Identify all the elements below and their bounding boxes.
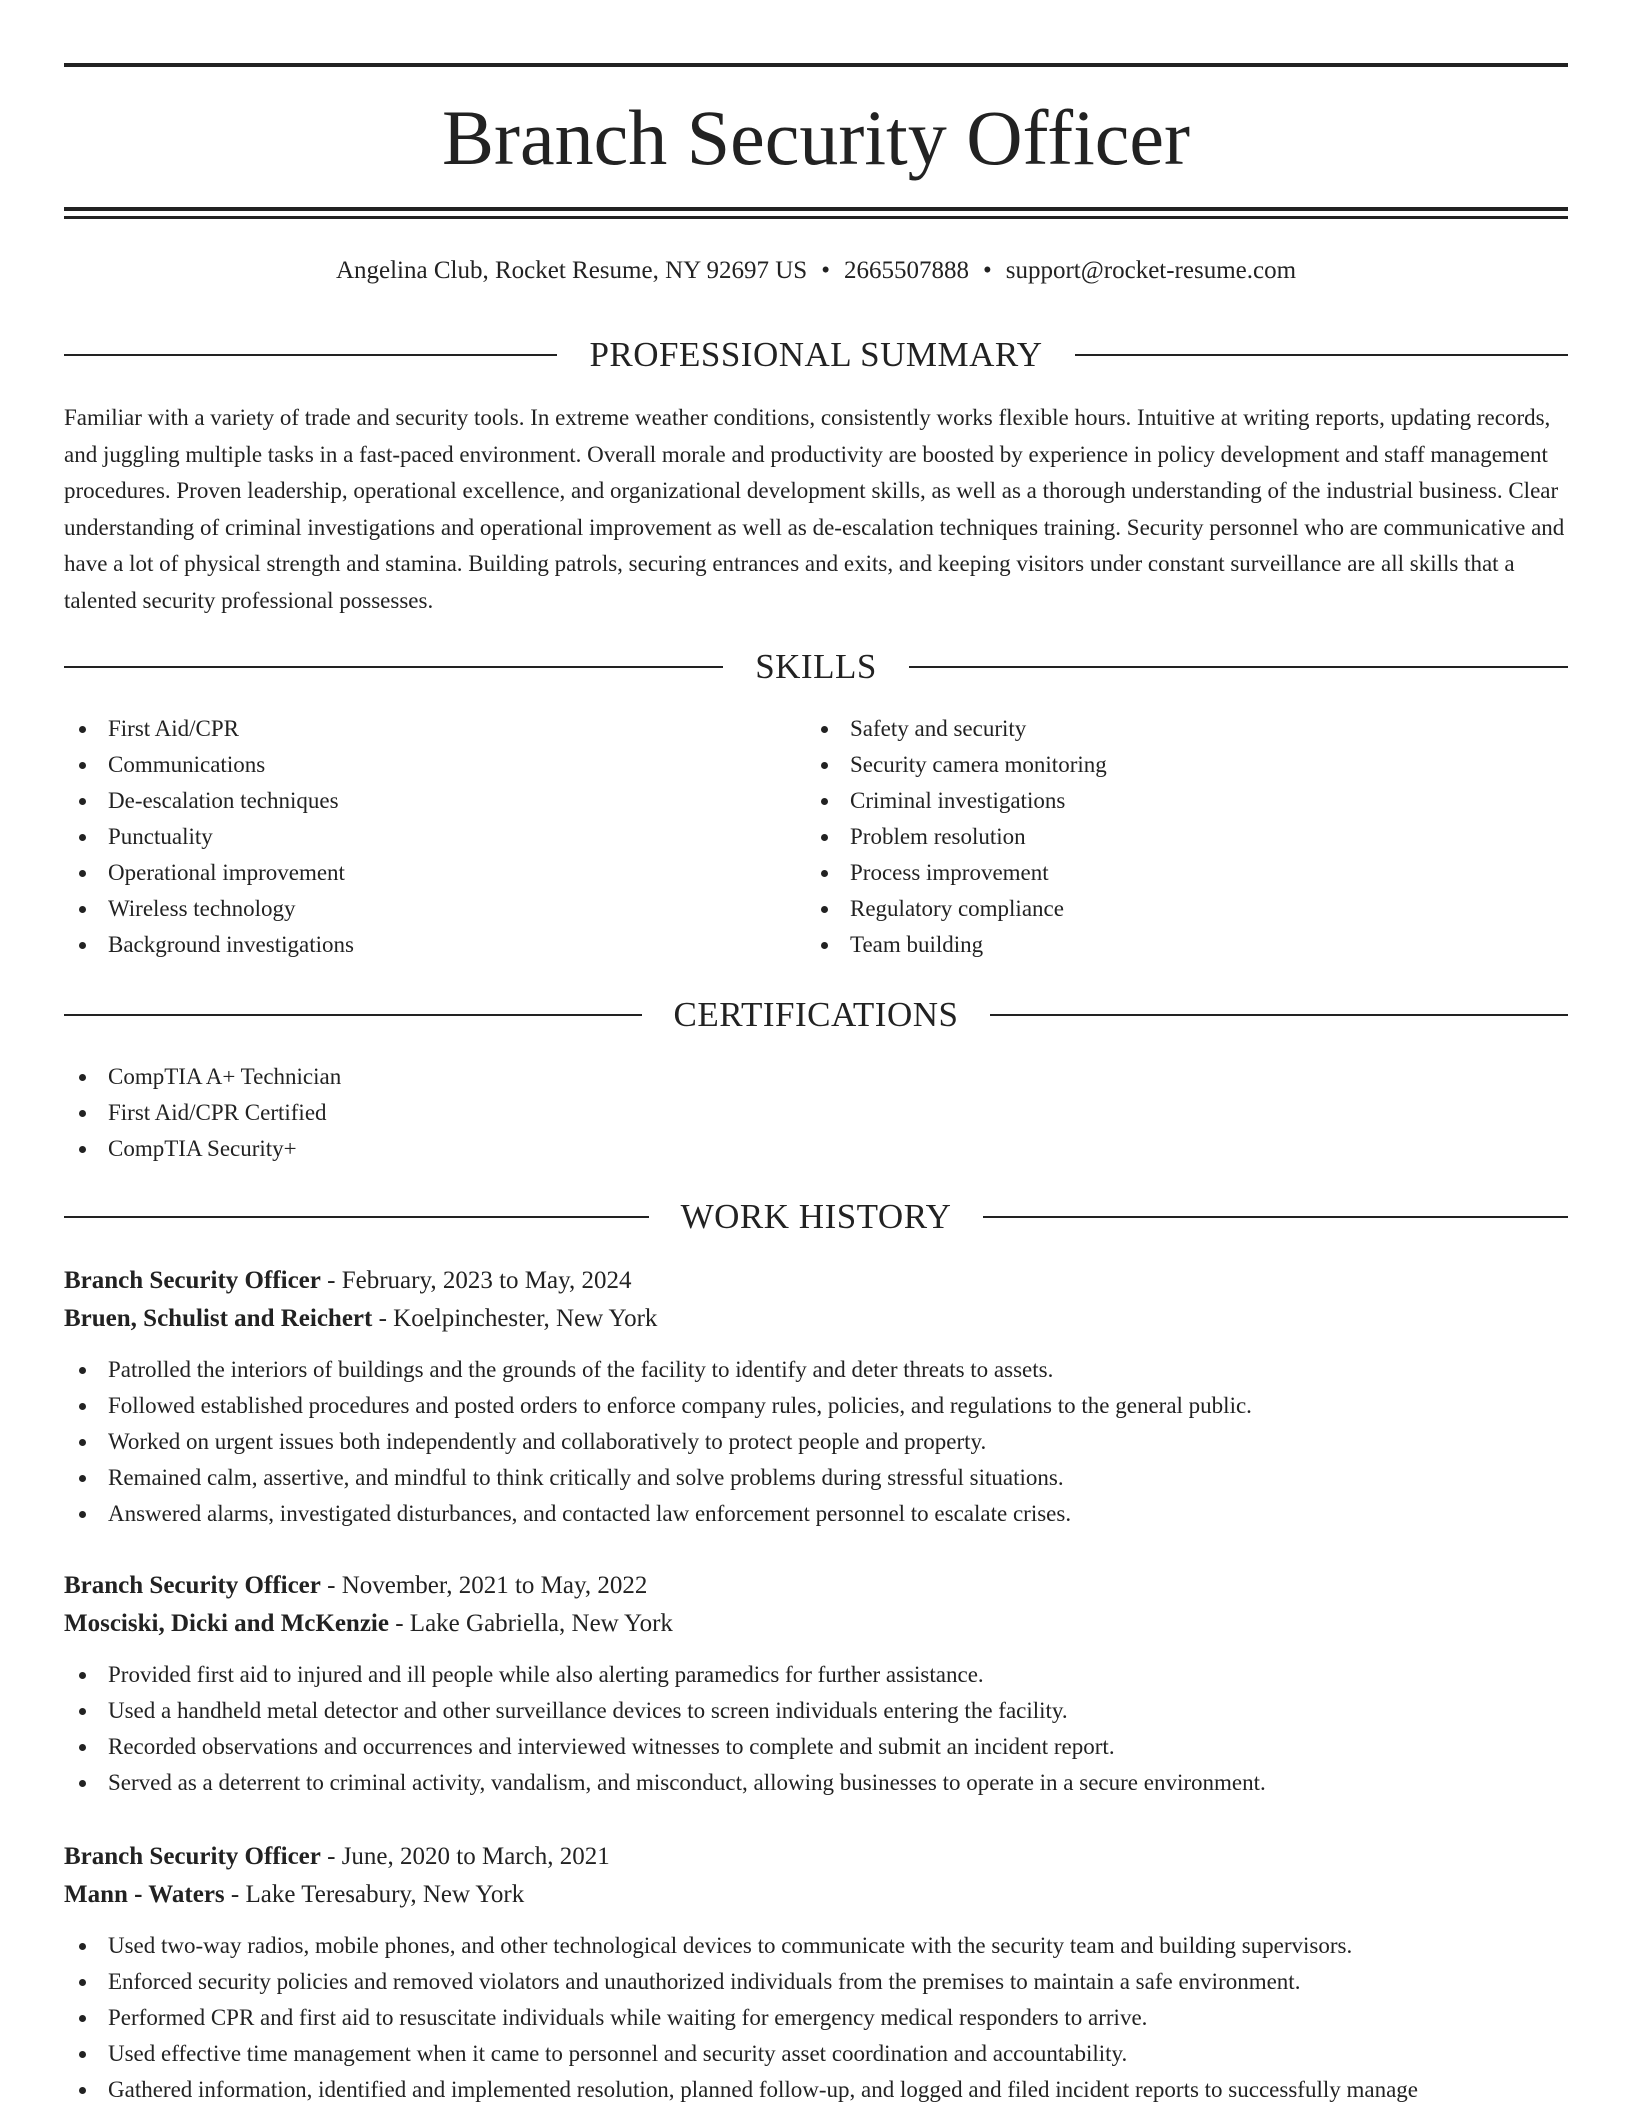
skill-item: Operational improvement xyxy=(64,855,764,891)
contact-address: Angelina Club, Rocket Resume, NY 92697 US xyxy=(335,257,808,284)
skill-item: Background investigations xyxy=(64,927,764,963)
job-duties-list xyxy=(64,1352,1568,1532)
job-duty: Answered alarms, investigated disturbances, and contacted law enforcement personnel to escalate crises. xyxy=(64,1496,1568,1532)
skill-item: Wireless technology xyxy=(64,891,764,927)
job-title-line xyxy=(64,1262,1568,1300)
certification-item: First Aid/CPR Certified xyxy=(64,1095,1568,1131)
certifications-list xyxy=(64,1059,1568,1167)
job-dates: - February, 2023 to May, 2024 xyxy=(320,1267,632,1294)
job-company: Mann - Waters xyxy=(64,1881,225,1908)
section-heading-summary xyxy=(64,333,1568,377)
job-duty: Used effective time management when it came to personnel and security asset coordination and accountability. xyxy=(64,2036,1568,2072)
section-heading-work-history xyxy=(64,1195,1568,1239)
job-entry xyxy=(64,1567,1568,1801)
job-duty: Patrolled the interiors of buildings and the grounds of the facility to identify and deter threats to assets. xyxy=(64,1352,1568,1388)
heading-rule-left xyxy=(64,1014,642,1016)
job-company-line xyxy=(64,1300,1568,1338)
contact-line xyxy=(64,254,1568,288)
contact-email[interactable]: support@rocket-resume.com xyxy=(1005,257,1297,284)
contact-phone[interactable]: 2665507888 xyxy=(843,257,969,284)
job-entry xyxy=(64,1262,1568,1532)
heading-rule-right xyxy=(909,666,1568,668)
job-role: Branch Security Officer xyxy=(64,1267,321,1294)
job-duty: Recorded observations and occurrences and interviewed witnesses to complete and submit an incident report. xyxy=(64,1729,1568,1765)
skill-item: Security camera monitoring xyxy=(806,747,1506,783)
title-top-rule xyxy=(64,63,1568,67)
skill-item: De-escalation techniques xyxy=(64,783,764,819)
title-bottom-rule xyxy=(64,207,1568,211)
skill-item: Communications xyxy=(64,747,764,783)
job-company: Bruen, Schulist and Reichert xyxy=(64,1305,373,1332)
job-location: - Lake Gabriella, New York xyxy=(388,1610,673,1637)
job-duty: Performed CPR and first aid to resuscitate individuals while waiting for emergency medical responders to arrive. xyxy=(64,2000,1568,2036)
heading-rule-left xyxy=(64,1216,649,1218)
resume-title: Branch Security Officer xyxy=(442,94,1190,181)
skill-item: Punctuality xyxy=(64,819,764,855)
job-dates: - June, 2020 to March, 2021 xyxy=(320,1843,610,1870)
skill-item: Process improvement xyxy=(806,855,1506,891)
certification-item: CompTIA A+ Technician xyxy=(64,1059,1568,1095)
heading-rule-right xyxy=(1075,354,1568,356)
skill-item: Criminal investigations xyxy=(806,783,1506,819)
section-heading-certifications xyxy=(64,993,1568,1037)
job-role: Branch Security Officer xyxy=(64,1572,321,1599)
job-duty: Remained calm, assertive, and mindful to think critically and solve problems during stressful situations. xyxy=(64,1460,1568,1496)
section-title: PROFESSIONAL SUMMARY xyxy=(589,335,1043,374)
section-title: WORK HISTORY xyxy=(680,1197,952,1236)
heading-rule-left xyxy=(64,666,723,668)
job-duty: Used two-way radios, mobile phones, and other technological devices to communicate with the security team and building supervisors. xyxy=(64,1928,1568,1964)
job-location: - Koelpinchester, New York xyxy=(372,1305,658,1332)
job-duties-list xyxy=(64,1928,1568,2108)
job-entry xyxy=(64,1838,1568,2108)
job-title-line xyxy=(64,1567,1568,1605)
job-duty: Served as a deterrent to criminal activity, vandalism, and misconduct, allowing businesses to operate in a secure environment. xyxy=(64,1765,1568,1801)
heading-rule-left xyxy=(64,354,557,356)
section-heading-skills xyxy=(64,645,1568,689)
job-duty: Followed established procedures and posted orders to enforce company rules, policies, and regulations to the general public. xyxy=(64,1388,1568,1424)
contact-separator: • xyxy=(982,257,992,284)
job-title-line xyxy=(64,1838,1568,1876)
section-title: SKILLS xyxy=(755,647,877,686)
summary-paragraph: Familiar with a variety of trade and security tools. In extreme weather conditions, consistently works flexible hours. Intuitive at writing reports, updating records, and juggling multiple tasks in a fast-paced environment. Overall morale and productivity are boosted by experience in policy development and staff management procedures. Proven leadership, operational excellence, and organizational development skills, as well as a thorough understanding of the industrial business. Clear understanding of criminal investigations and operational improvement as well as de-escalation techniques training. Security personnel who are communicative and have a lot of physical strength and stamina. Building patrols, securing entrances and exits, and keeping visitors under constant surveillance are all skills that a talented security professional possesses. xyxy=(64,405,1565,613)
heading-rule-right xyxy=(983,1216,1568,1218)
job-company-line xyxy=(64,1876,1568,1914)
job-location: - Lake Teresabury, New York xyxy=(224,1881,525,1908)
skills-list-right xyxy=(806,711,1506,963)
heading-rule-right xyxy=(990,1014,1568,1016)
skill-item: Team building xyxy=(806,927,1506,963)
job-role: Branch Security Officer xyxy=(64,1843,321,1870)
skills-list-left xyxy=(64,711,764,963)
skill-item: Problem resolution xyxy=(806,819,1506,855)
job-dates: - November, 2021 to May, 2022 xyxy=(320,1572,648,1599)
certification-item: CompTIA Security+ xyxy=(64,1131,1568,1167)
job-duty: Worked on urgent issues both independently and collaboratively to protect people and property. xyxy=(64,1424,1568,1460)
title-bottom-rule-double xyxy=(64,216,1568,219)
job-company-line xyxy=(64,1605,1568,1643)
contact-separator: • xyxy=(821,257,830,284)
job-duty: Enforced security policies and removed violators and unauthorized individuals from the premises to maintain a safe environment. xyxy=(64,1964,1568,2000)
job-company: Mosciski, Dicki and McKenzie xyxy=(64,1610,389,1637)
skill-item: Regulatory compliance xyxy=(806,891,1506,927)
skill-item: First Aid/CPR xyxy=(64,711,764,747)
job-duty: Gathered information, identified and implemented resolution, planned follow-up, and logged and filed incident reports to successfully manage xyxy=(64,2072,1568,2108)
section-title: CERTIFICATIONS xyxy=(673,995,959,1034)
job-duties-list xyxy=(64,1657,1568,1801)
skill-item: Safety and security xyxy=(806,711,1506,747)
job-duty: Provided first aid to injured and ill people while also alerting paramedics for further assistance. xyxy=(64,1657,1568,1693)
job-duty: Used a handheld metal detector and other surveillance devices to screen individuals entering the facility. xyxy=(64,1693,1568,1729)
